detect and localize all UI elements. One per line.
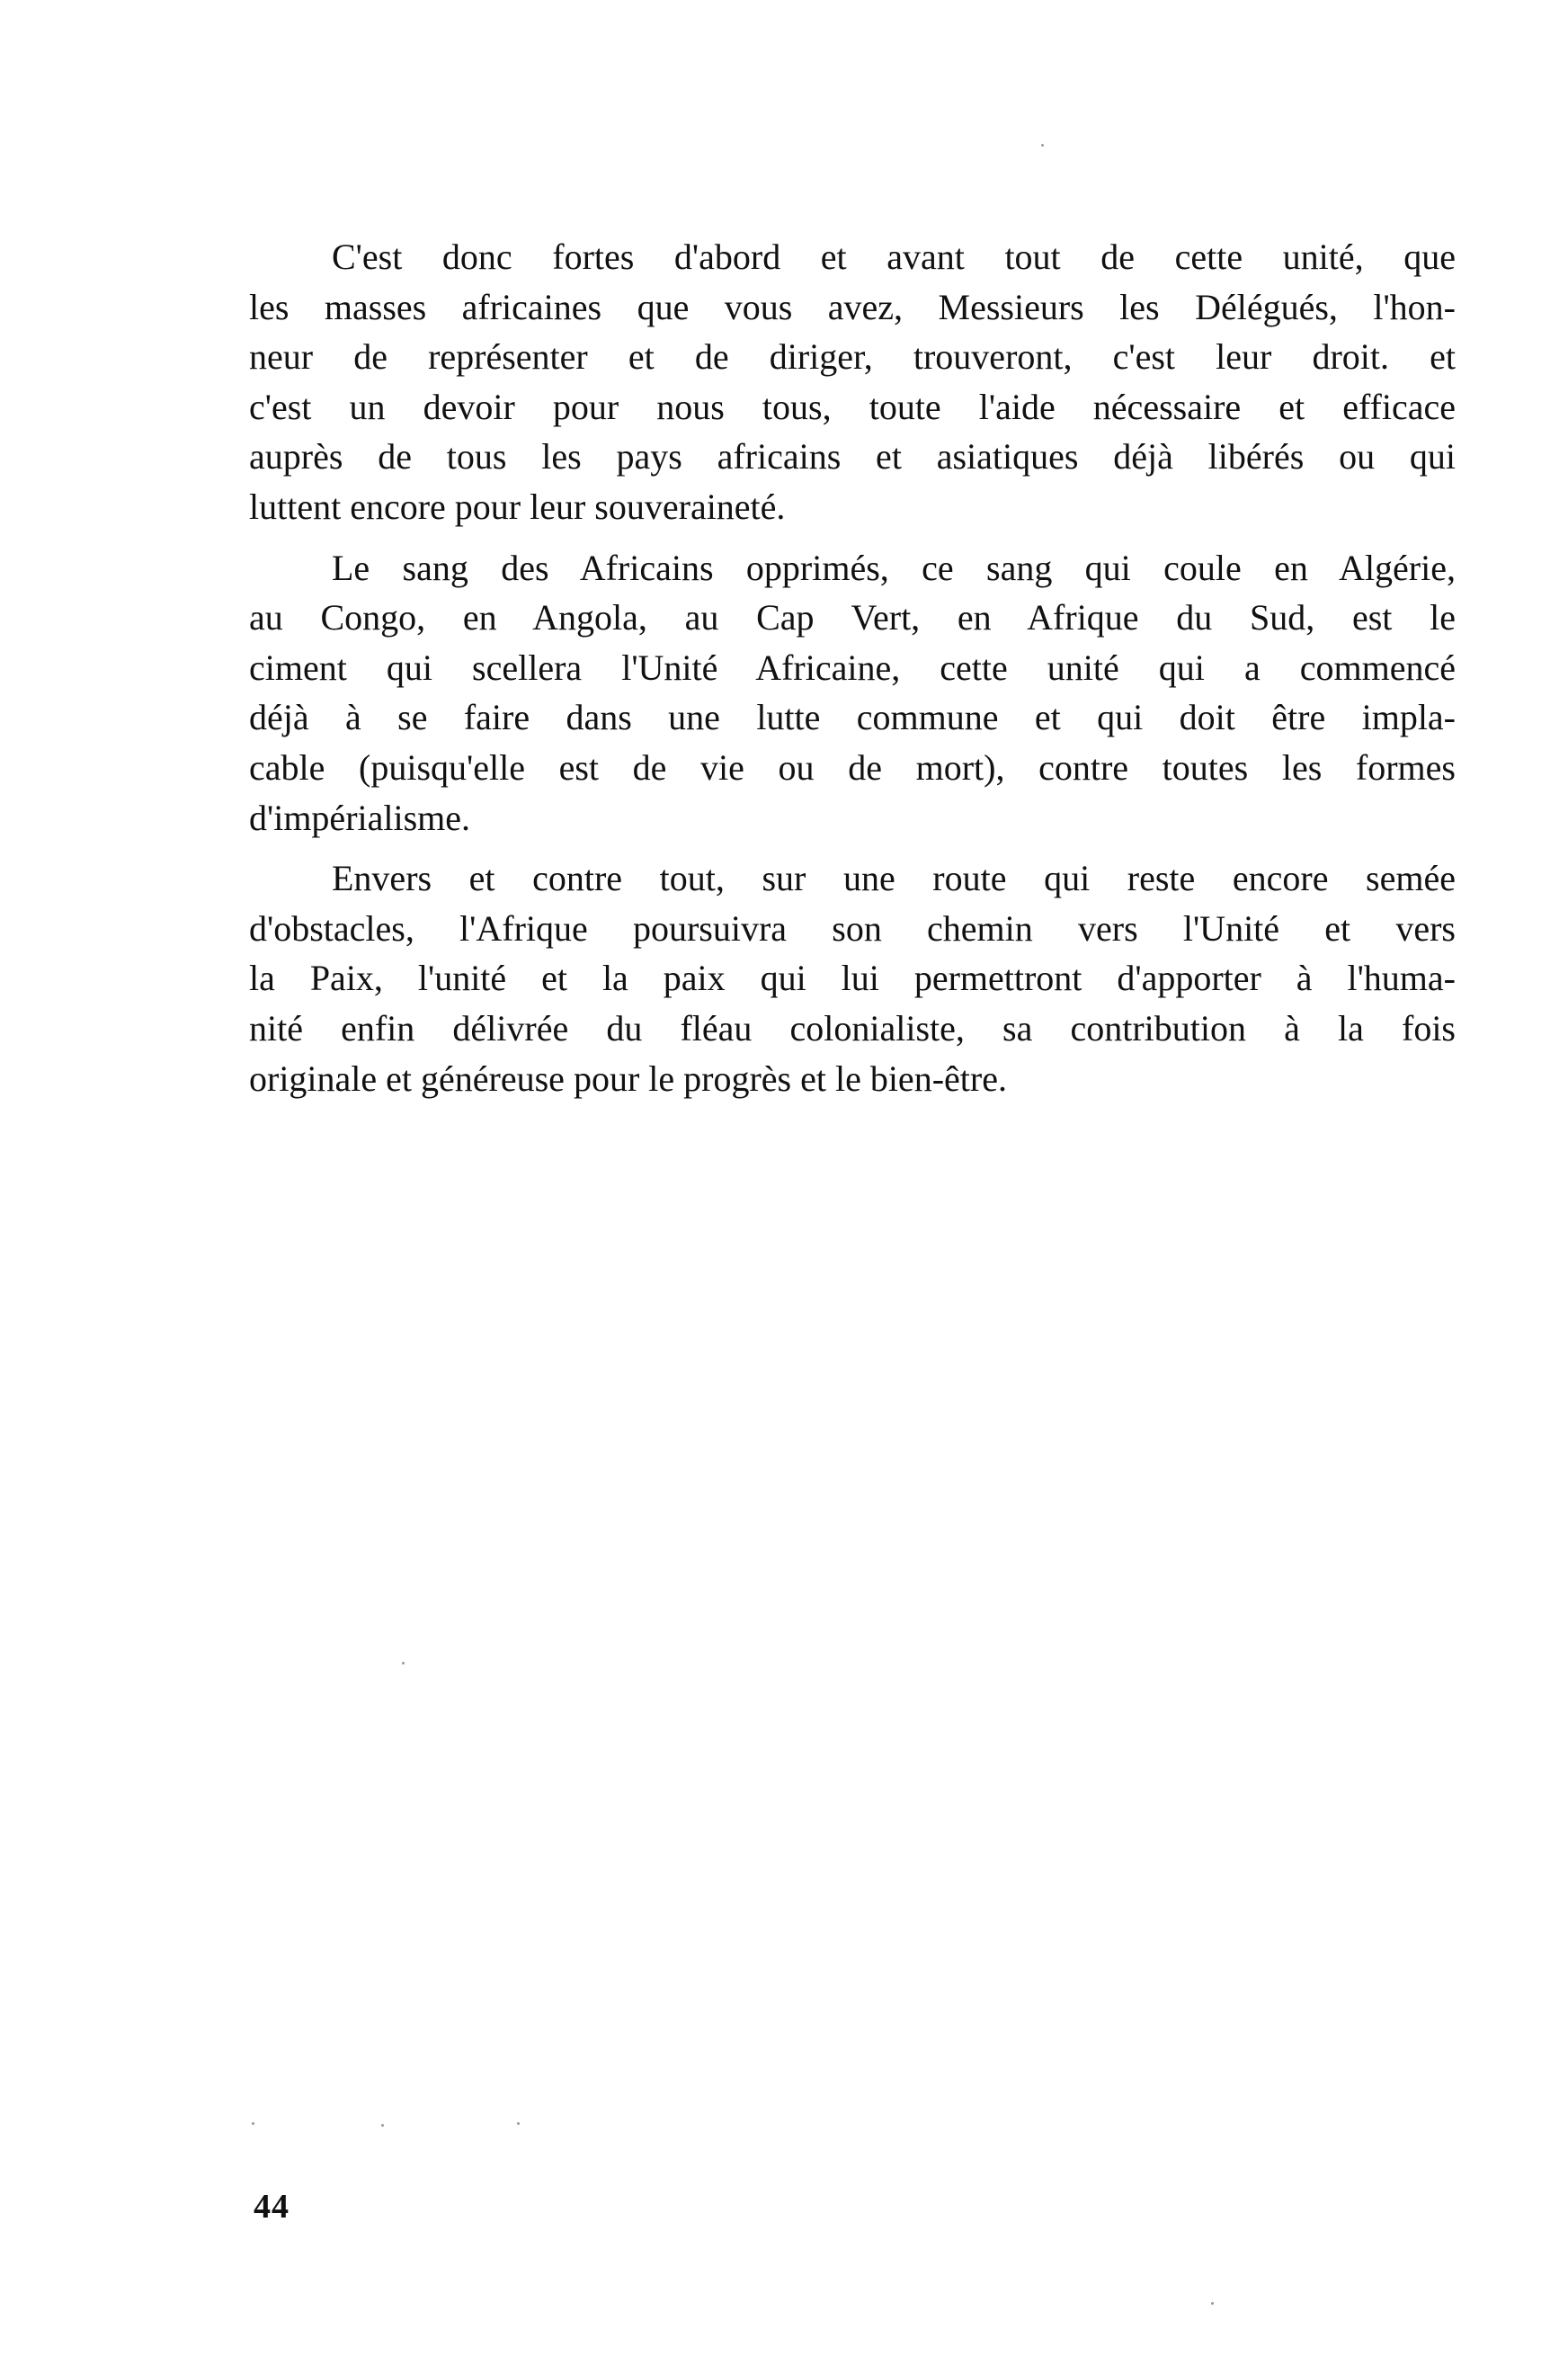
scan-speck — [1041, 144, 1044, 147]
text-line: d'obstacles, l'Afrique poursuivra son chemin vers l'Unité et vers — [249, 907, 1456, 949]
text-line: Le sang des Africains opprimés, ce sang qui coule en Algérie, — [332, 547, 1456, 588]
scan-speck — [517, 2122, 520, 2125]
scan-speck — [252, 2122, 254, 2125]
text-line: au Congo, en Angola, au Cap Vert, en Afrique du Sud, est le — [249, 597, 1456, 638]
scan-speck — [381, 2124, 384, 2127]
scan-speck — [402, 1662, 405, 1664]
text-line: originale et généreuse pour le progrès et le bien-être. — [249, 1058, 1007, 1099]
paragraph-2 — [249, 543, 1456, 843]
text-line: Envers et contre tout, sur une route qui reste encore semée — [332, 858, 1456, 899]
text-line: luttent encore pour leur souveraineté. — [249, 486, 786, 527]
body-text — [249, 232, 1456, 1103]
scan-speck — [1211, 2302, 1214, 2305]
paragraph-3 — [249, 853, 1456, 1103]
text-line: ciment qui scellera l'Unité Africaine, cette unité qui a commencé — [249, 647, 1456, 688]
text-line: les masses africaines que vous avez, Messieurs les Délégués, l'hon- — [249, 286, 1456, 327]
text-line: nité enfin délivrée du fléau colonialiste, sa contribution à la fois — [249, 1007, 1456, 1049]
text-line: C'est donc fortes d'abord et avant tout de cette unité, que — [332, 237, 1456, 277]
page-number: 44 — [254, 2188, 290, 2226]
text-line: d'impérialisme. — [249, 797, 471, 838]
text-line: c'est un devoir pour nous tous, toute l'aide nécessaire et efficace — [249, 386, 1456, 427]
paragraph-1 — [249, 232, 1456, 532]
text-line: déjà à se faire dans une lutte commune et qui doit être impla- — [249, 697, 1456, 738]
text-line: cable (puisqu'elle est de vie ou de mort), contre toutes les formes — [249, 746, 1456, 788]
text-line: neur de représenter et de diriger, trouveront, c'est leur droit. et — [249, 336, 1456, 378]
text-line: auprès de tous les pays africains et asiatiques déjà libérés ou qui — [249, 436, 1456, 477]
text-line: la Paix, l'unité et la paix qui lui permettront d'apporter à l'huma- — [249, 958, 1456, 999]
